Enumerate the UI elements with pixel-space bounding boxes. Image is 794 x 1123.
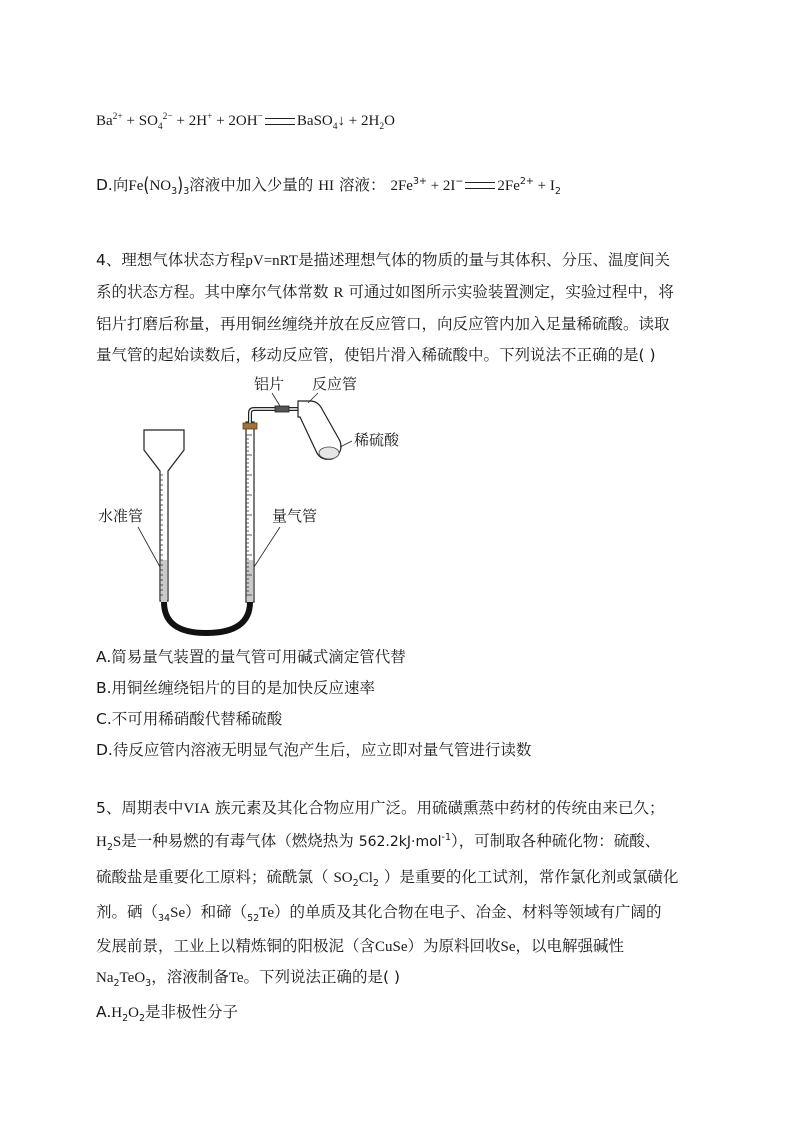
text: pV=nRT (245, 253, 298, 269)
burette-water (247, 560, 253, 602)
eq-text: + 2H (172, 113, 208, 129)
eq-sup: 2+ (112, 112, 123, 122)
sub: 2 (122, 1013, 129, 1025)
text: H (111, 1005, 123, 1021)
connecting-tube (250, 409, 298, 423)
dilute-sulfuric-acid (319, 447, 339, 459)
sub: 34 (158, 913, 171, 925)
text: D.向 (96, 176, 129, 194)
text: 族元素及其化合物应用广泛。用硫磺熏蒸中药材的传统由来已久； (214, 799, 665, 817)
text: 4、理想气体状态方程 (96, 251, 246, 269)
label-gas-burette: 量气管 (272, 507, 318, 525)
text: 2Fe (390, 178, 413, 194)
text: 溶液： (338, 176, 386, 194)
text: 是一种易燃的有毒气体（燃烧热为 (121, 832, 354, 850)
text: ）是重要的化工试剂，常作氯化剂或氯磺化 (383, 868, 679, 886)
option-d-previous: D.向$Fe(NO_3)_3$溶液中加入少量的 HI 溶液： $2Fe^{3+} + 2I^-$ $2Fe^{2+} + I_2$ (96, 173, 561, 198)
leader-line (254, 527, 280, 567)
text: S (112, 834, 122, 850)
sub: 3 (183, 186, 190, 198)
text: ）和碲（ (185, 903, 248, 921)
text: ）为原料回收 (407, 937, 501, 955)
text: Se (500, 939, 516, 955)
sup: -1 (441, 831, 452, 843)
connecting-tube-inner (250, 409, 298, 423)
stopper (243, 423, 257, 429)
text: Na (96, 970, 114, 986)
eq-text: Ba (96, 113, 113, 129)
sub: 2 (106, 842, 113, 854)
eq-sup: − (257, 112, 263, 122)
label-leveling-tube: 水准管 (98, 507, 144, 525)
eq-sub: 4 (332, 122, 338, 132)
label-reaction-tube: 反应管 (312, 375, 358, 393)
q4-option-c: C.不可用稀硝酸代替稀硫酸 (96, 710, 283, 728)
q5-line-6 (96, 966, 400, 989)
leveling-tube-water (161, 560, 167, 602)
q5-line-2 (96, 830, 660, 853)
text: Fe (128, 178, 144, 194)
text: 溶液中加入少量的 (189, 176, 314, 194)
sub: 2 (554, 186, 561, 198)
text: 剂。硒（ (96, 903, 159, 921)
leader-line (138, 527, 160, 567)
text: O (128, 1005, 139, 1021)
text: ，以电解强碱性 (515, 937, 625, 955)
q5-line-3 (96, 866, 678, 889)
text: ）的单质及其化合物在电子、冶金、材料等领域有广阔的 (274, 903, 662, 921)
text: Cl (358, 870, 373, 886)
text: CuSe (375, 939, 408, 955)
text: 系的状态方程。其中摩尔气体常数 (96, 283, 329, 301)
q5-line-5 (96, 935, 624, 958)
eq-sub: 2 (379, 122, 385, 132)
text: ），可制取各种硫化物：硫酸、 (451, 832, 661, 850)
text: 562.2kJ·mol (358, 834, 442, 850)
q5-line-4 (96, 901, 662, 924)
label-aluminum-sheet: 铝片 (254, 375, 285, 393)
eq-sup: + (207, 112, 213, 122)
text: HI (318, 178, 335, 194)
sub: 2 (139, 1013, 146, 1025)
text: TeO (119, 970, 146, 986)
text: Te (228, 970, 244, 986)
aluminum-sheet (275, 406, 289, 412)
eq-text: + 2OH (212, 113, 258, 129)
text: A. (96, 1003, 112, 1021)
eq-text: ↓ + 2H (337, 113, 380, 129)
text: 是非极性分子 (145, 1003, 239, 1021)
text: R (333, 285, 344, 301)
text: Se (170, 905, 186, 921)
q4-line-3: 铝片打磨后称量，再用铜丝缠绕并放在反应管口，向反应管内加入足量稀硫酸。读取 (96, 315, 670, 333)
q5-option-a (96, 1001, 238, 1024)
text: VIA (183, 801, 211, 817)
sub: 2 (113, 978, 120, 990)
eq-text: O (384, 113, 395, 129)
label-dilute-sulfuric-acid: 稀硫酸 (354, 431, 400, 449)
eq-sub: 4 (157, 122, 163, 132)
text: ，溶液制备 (151, 968, 229, 986)
text: 可通过如图所示实验装置测定，实验过程中，将 (348, 283, 674, 301)
text: 5、周期表中 (96, 799, 184, 817)
sub: 2 (352, 878, 359, 890)
q4-option-b: B.用铜丝缠绕铝片的目的是加快反应速率 (96, 679, 376, 697)
q4-option-a: A.简易量气装置的量气管可用碱式滴定管代替 (96, 648, 406, 666)
equation-option-c (96, 110, 395, 132)
leader-line (272, 393, 280, 406)
eq-text: + SO (122, 113, 158, 129)
sub: 52 (247, 913, 260, 925)
rubber-hose (164, 602, 250, 633)
text: + I (533, 178, 555, 194)
equals-sign (265, 118, 295, 125)
sup: 2+ (519, 175, 534, 187)
leader-line (340, 441, 352, 447)
q4-line-4: 量气管的起始读数后，移动反应管，使铝片滑入稀硫酸中。下列说法不正确的是( ) (96, 346, 656, 364)
q4-line-1 (96, 249, 670, 272)
sub: 3 (171, 186, 178, 198)
q4-line-2 (96, 281, 674, 304)
eq-sup: 2− (162, 112, 173, 122)
sub: 2 (372, 878, 379, 890)
text: 。下列说法正确的是( ) (243, 968, 401, 986)
q5-line-1 (96, 797, 665, 820)
text: 2Fe (497, 178, 520, 194)
text: Te (259, 905, 274, 921)
gas-measurement-apparatus-diagram (80, 365, 420, 645)
text: NO (149, 178, 172, 194)
q4-option-d: D.待反应管内溶液无明显气泡产生后，应立即对量气管进行读数 (96, 741, 532, 759)
sup: − (455, 175, 464, 187)
equals-sign (465, 182, 495, 189)
eq-text: BaSO (296, 113, 333, 129)
text: 是描述理想气体的物质的量与其体积、分压、温度间关 (297, 251, 670, 269)
text: H (96, 834, 107, 850)
sub: 3 (145, 978, 152, 990)
text: SO (333, 870, 353, 886)
text: + 2I (426, 178, 456, 194)
text: 发展前景，工业上以精炼铜的阳极泥（含 (96, 937, 376, 955)
sup: 3+ (412, 175, 427, 187)
text: 硫酸盐是重要化工原料；硫酰氯（ (96, 868, 329, 886)
